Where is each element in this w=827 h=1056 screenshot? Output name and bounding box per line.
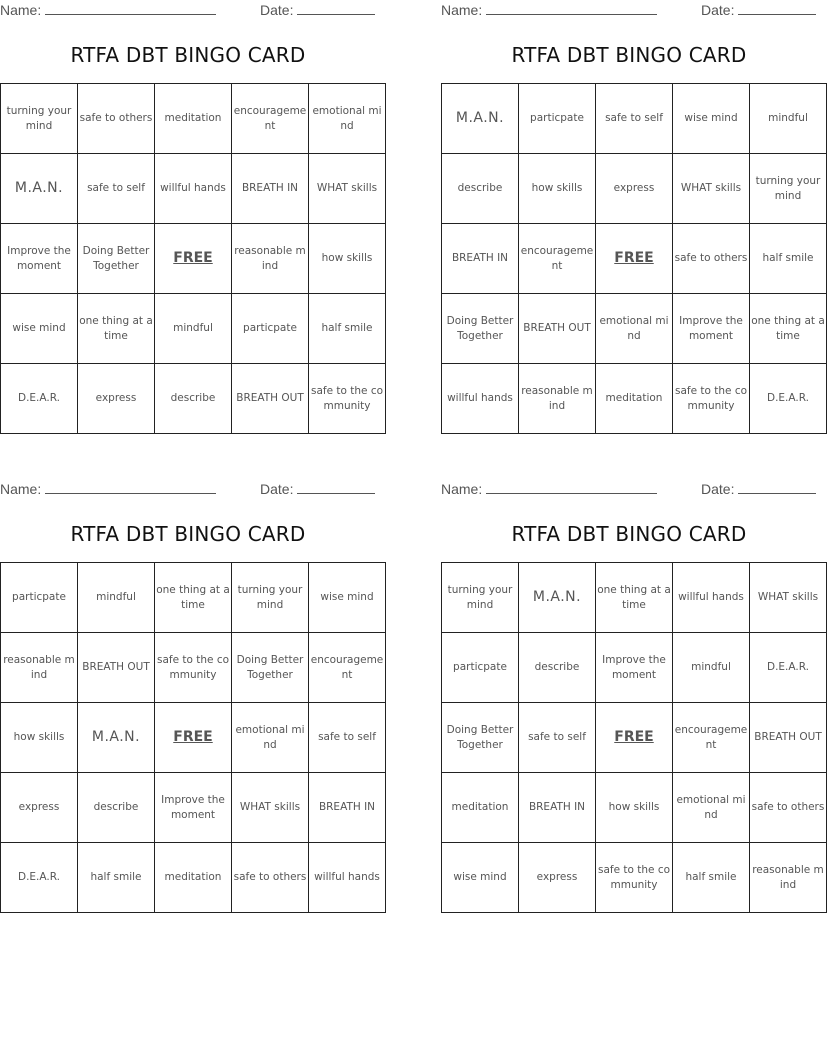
card-title: RTFA DBT BINGO CARD (511, 522, 747, 546)
bingo-cell: describe (78, 773, 155, 843)
bingo-cell: BREATH OUT (78, 633, 155, 703)
date-field (701, 2, 816, 18)
bingo-cell: BREATH IN (232, 154, 309, 224)
card-title: RTFA DBT BINGO CARD (70, 522, 306, 546)
bingo-row (442, 843, 827, 913)
bingo-cell: express (78, 364, 155, 434)
bingo-cell: how skills (519, 154, 596, 224)
date-label: Date: (260, 481, 294, 497)
bingo-row (442, 703, 827, 773)
bingo-row (442, 364, 827, 434)
bingo-row (1, 563, 386, 633)
bingo-cell: BREATH IN (309, 773, 386, 843)
bingo-cell: reasonable mind (519, 364, 596, 434)
bingo-cell: meditation (155, 843, 232, 913)
bingo-cell: how skills (309, 224, 386, 294)
bingo-cell: safe to the community (673, 364, 750, 434)
date-label: Date: (701, 481, 735, 497)
bingo-cell: one thing at a time (596, 563, 673, 633)
date-field (260, 2, 375, 18)
bingo-cell: half smile (78, 843, 155, 913)
name-field (441, 481, 657, 497)
bingo-cell: reasonable mind (232, 224, 309, 294)
bingo-grid (441, 83, 827, 434)
bingo-cell: meditation (596, 364, 673, 434)
bingo-cell: D.E.A.R. (750, 633, 827, 703)
bingo-cell: emotional mind (596, 294, 673, 364)
bingo-cell: how skills (596, 773, 673, 843)
bingo-row (442, 84, 827, 154)
bingo-cell: particpate (519, 84, 596, 154)
bingo-grid (0, 83, 386, 434)
bingo-cell: Doing Better Together (442, 703, 519, 773)
bingo-row (1, 364, 386, 434)
bingo-cell: reasonable mind (1, 633, 78, 703)
bingo-row (442, 294, 827, 364)
bingo-cell: safe to self (596, 84, 673, 154)
date-blank-line (738, 2, 816, 15)
bingo-cell: turning your mind (442, 563, 519, 633)
bingo-cell: safe to self (78, 154, 155, 224)
bingo-cell: safe to others (750, 773, 827, 843)
bingo-row (442, 773, 827, 843)
date-label: Date: (260, 2, 294, 18)
bingo-cell: safe to self (519, 703, 596, 773)
bingo-cell: turning your mind (750, 154, 827, 224)
bingo-cell: WHAT skills (232, 773, 309, 843)
bingo-cell: wise mind (442, 843, 519, 913)
bingo-cell: D.E.A.R. (1, 843, 78, 913)
bingo-cell: Doing Better Together (442, 294, 519, 364)
bingo-cell: express (519, 843, 596, 913)
bingo-row (1, 84, 386, 154)
bingo-cell: encouragement (309, 633, 386, 703)
bingo-cell: turning your mind (1, 84, 78, 154)
bingo-cell: M.A.N. (519, 563, 596, 633)
bingo-cell: describe (155, 364, 232, 434)
date-blank-line (297, 481, 375, 494)
date-label: Date: (701, 2, 735, 18)
bingo-row (1, 154, 386, 224)
bingo-cell: one thing at a time (155, 563, 232, 633)
bingo-row (442, 154, 827, 224)
card-header (0, 0, 376, 22)
name-field (0, 481, 216, 497)
bingo-cell: safe to the community (155, 633, 232, 703)
name-label: Name: (441, 481, 483, 497)
bingo-cell: mindful (673, 633, 750, 703)
name-blank-line (486, 481, 657, 494)
bingo-cell: how skills (1, 703, 78, 773)
bingo-cell: mindful (155, 294, 232, 364)
bingo-cell: particpate (442, 633, 519, 703)
bingo-cell: wise mind (1, 294, 78, 364)
bingo-row (1, 773, 386, 843)
bingo-cell: particpate (232, 294, 309, 364)
bingo-cell: mindful (78, 563, 155, 633)
bingo-grid (441, 562, 827, 913)
bingo-cell: emotional mind (232, 703, 309, 773)
bingo-cell: express (1, 773, 78, 843)
bingo-cell: turning your mind (232, 563, 309, 633)
bingo-cell: wise mind (309, 563, 386, 633)
bingo-cell: meditation (442, 773, 519, 843)
bingo-cell: encouragement (673, 703, 750, 773)
bingo-cell: express (596, 154, 673, 224)
free-space: FREE (596, 224, 673, 294)
name-field (441, 2, 657, 18)
bingo-row (442, 633, 827, 703)
bingo-cell: BREATH OUT (232, 364, 309, 434)
name-label: Name: (441, 2, 483, 18)
bingo-cell: describe (442, 154, 519, 224)
bingo-row (1, 703, 386, 773)
bingo-cell: Improve the moment (596, 633, 673, 703)
bingo-cell: Improve the moment (673, 294, 750, 364)
name-field (0, 2, 216, 18)
bingo-card (441, 0, 825, 412)
bingo-cell: Doing Better Together (232, 633, 309, 703)
bingo-cell: particpate (1, 563, 78, 633)
card-header (0, 479, 376, 501)
bingo-cell: encouragement (232, 84, 309, 154)
bingo-cell: M.A.N. (78, 703, 155, 773)
bingo-cell: WHAT skills (309, 154, 386, 224)
bingo-row (442, 563, 827, 633)
date-blank-line (738, 481, 816, 494)
free-space: FREE (596, 703, 673, 773)
bingo-cell: Doing Better Together (78, 224, 155, 294)
bingo-cell: BREATH IN (442, 224, 519, 294)
name-label: Name: (0, 481, 42, 497)
bingo-cell: safe to the community (596, 843, 673, 913)
bingo-cell: meditation (155, 84, 232, 154)
name-label: Name: (0, 2, 42, 18)
bingo-cell: safe to self (309, 703, 386, 773)
bingo-cell: one thing at a time (78, 294, 155, 364)
bingo-cell: reasonable mind (750, 843, 827, 913)
bingo-card (0, 479, 384, 883)
bingo-cell: safe to others (673, 224, 750, 294)
bingo-cell: willful hands (309, 843, 386, 913)
bingo-cell: D.E.A.R. (750, 364, 827, 434)
bingo-cell: willful hands (155, 154, 232, 224)
bingo-cell: safe to others (232, 843, 309, 913)
bingo-cell: Improve the moment (1, 224, 78, 294)
bingo-cell: encouragement (519, 224, 596, 294)
free-space: FREE (155, 224, 232, 294)
name-blank-line (486, 2, 657, 15)
bingo-row (1, 633, 386, 703)
bingo-cell: M.A.N. (1, 154, 78, 224)
bingo-cell: BREATH OUT (750, 703, 827, 773)
bingo-cell: willful hands (673, 563, 750, 633)
bingo-cell: BREATH IN (519, 773, 596, 843)
bingo-card (441, 479, 825, 891)
bingo-cell: M.A.N. (442, 84, 519, 154)
bingo-cell: willful hands (442, 364, 519, 434)
card-header (441, 0, 817, 22)
bingo-cell: describe (519, 633, 596, 703)
bingo-grid (0, 562, 386, 913)
bingo-cell: mindful (750, 84, 827, 154)
bingo-cell: half smile (750, 224, 827, 294)
bingo-row (1, 294, 386, 364)
card-header (441, 479, 817, 501)
bingo-cell: WHAT skills (750, 563, 827, 633)
name-blank-line (45, 2, 216, 15)
date-field (701, 481, 816, 497)
bingo-row (1, 843, 386, 913)
bingo-cell: wise mind (673, 84, 750, 154)
bingo-card (0, 0, 384, 412)
name-blank-line (45, 481, 216, 494)
bingo-row (1, 224, 386, 294)
bingo-cell: WHAT skills (673, 154, 750, 224)
bingo-cell: one thing at a time (750, 294, 827, 364)
bingo-cell: D.E.A.R. (1, 364, 78, 434)
bingo-cell: emotional mind (309, 84, 386, 154)
date-field (260, 481, 375, 497)
bingo-cell: half smile (673, 843, 750, 913)
bingo-cell: emotional mind (673, 773, 750, 843)
free-space: FREE (155, 703, 232, 773)
date-blank-line (297, 2, 375, 15)
bingo-row (442, 224, 827, 294)
bingo-cell: half smile (309, 294, 386, 364)
card-title: RTFA DBT BINGO CARD (70, 43, 306, 67)
bingo-cell: safe to others (78, 84, 155, 154)
bingo-cell: BREATH OUT (519, 294, 596, 364)
bingo-cell: Improve the moment (155, 773, 232, 843)
bingo-cell: safe to the community (309, 364, 386, 434)
card-title: RTFA DBT BINGO CARD (511, 43, 747, 67)
